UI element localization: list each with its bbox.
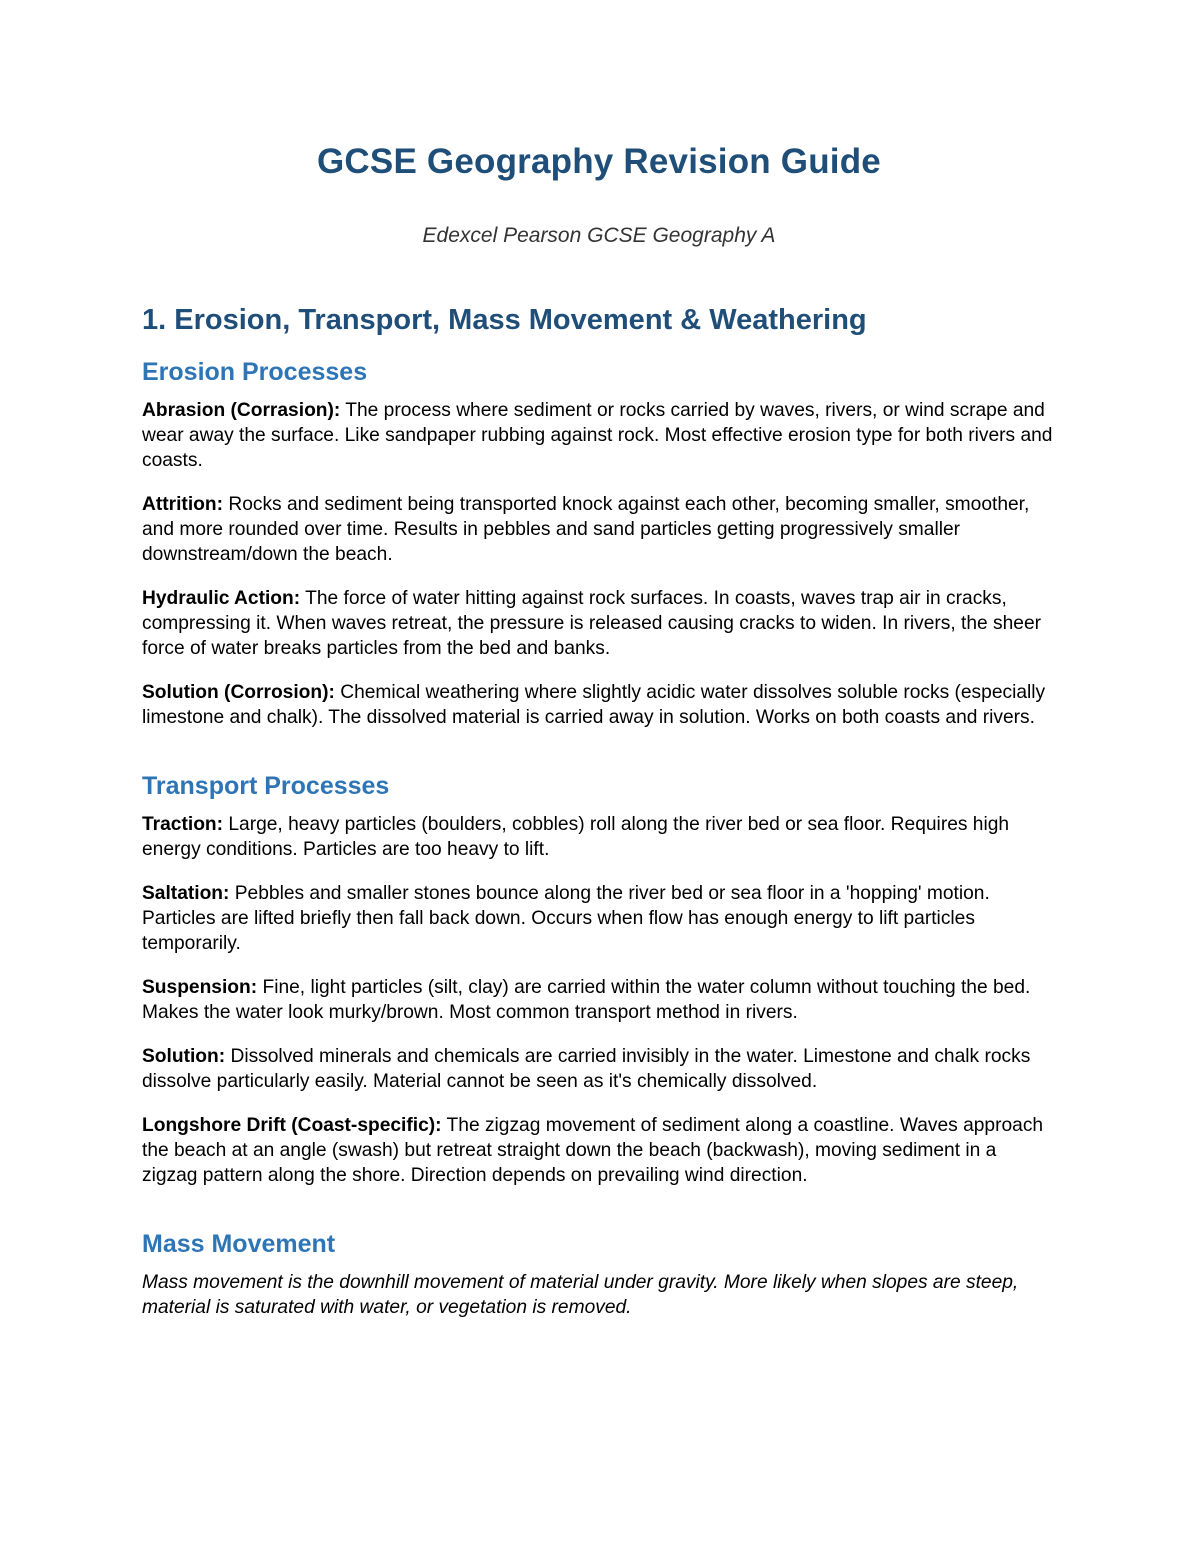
definition: The force of water hitting against rock surfaces. In coasts, waves trap air in cracks, compressing it. When waves retreat, the pressure is released causing cracks to widen. In rivers, the sheer force of water breaks particles from the bed and banks. xyxy=(142,588,1042,659)
definition: Fine, light particles (silt, clay) are carried within the water column without touching the bed. Makes the water look murky/brown. Most common transport method in rivers. xyxy=(142,977,1031,1023)
definition: The zigzag movement of sediment along a coastline. Waves approach the beach at an angle (swash) but retreat straight down the beach (backwash), moving sediment in a zigzag pattern along the shore. Direction depends on prevailing wind direction. xyxy=(142,1115,1044,1186)
transport-entry-longshore-drift xyxy=(142,1113,1056,1188)
erosion-entry-solution xyxy=(142,680,1056,730)
erosion-entry-abrasion xyxy=(142,398,1056,473)
definition: Dissolved minerals and chemicals are carried invisibly in the water. Limestone and chalk rocks dissolve particularly easily. Material cannot be seen as it's chemically dissolved. xyxy=(142,1046,1031,1092)
definition: Chemical weathering where slightly acidic water dissolves soluble rocks (especially limestone and chalk). The dissolved material is carried away in solution. Works on both coasts and rivers. xyxy=(142,682,1046,728)
transport-heading: Transport Processes xyxy=(142,772,390,800)
definition: The process where sediment or rocks carried by waves, rivers, or wind scrape and wear away the surface. Like sandpaper rubbing against rock. Most effective erosion type for both rivers and coasts. xyxy=(142,400,1053,471)
erosion-entry-attrition xyxy=(142,492,1056,567)
transport-entry-solution xyxy=(142,1044,1056,1094)
definition: Large, heavy particles (boulders, cobbles) roll along the river bed or sea floor. Requires high energy conditions. Particles are too heavy to lift. xyxy=(142,814,1010,860)
transport-entry-saltation xyxy=(142,881,1056,956)
erosion-heading: Erosion Processes xyxy=(142,358,368,386)
document-subtitle: Edexcel Pearson GCSE Geography A xyxy=(422,224,776,247)
definition: Pebbles and smaller stones bounce along the river bed or sea floor in a 'hopping' motion. Particles are lifted briefly then fall back down. Occurs when flow has enough energy to lift particles temporarily. xyxy=(142,883,990,954)
mass-movement-intro: Mass movement is the downhill movement of material under gravity. More likely when slopes are steep, material is saturated with water, or vegetation is removed. xyxy=(142,1272,1019,1318)
transport-entry-traction xyxy=(142,812,1056,862)
transport-entry-suspension xyxy=(142,975,1056,1025)
section-heading: 1. Erosion, Transport, Mass Movement & Weathering xyxy=(142,304,867,336)
document-title: GCSE Geography Revision Guide xyxy=(317,142,881,181)
erosion-entry-hydraulic-action xyxy=(142,586,1056,661)
definition: Rocks and sediment being transported knock against each other, becoming smaller, smoother, and more rounded over time. Results in pebbles and sand particles getting progressively smaller downstream/down the beach. xyxy=(142,494,1030,565)
term: Solution (Corrosion): xyxy=(142,682,335,703)
term: Suspension: xyxy=(142,977,258,998)
term: Attrition: xyxy=(142,494,223,515)
term: Solution: xyxy=(142,1046,226,1067)
term: Hydraulic Action: xyxy=(142,588,301,609)
term: Abrasion (Corrasion): xyxy=(142,400,341,421)
term: Saltation: xyxy=(142,883,230,904)
mass-movement-heading: Mass Movement xyxy=(142,1230,336,1258)
term: Longshore Drift (Coast-specific): xyxy=(142,1115,442,1136)
term: Traction: xyxy=(142,814,224,835)
